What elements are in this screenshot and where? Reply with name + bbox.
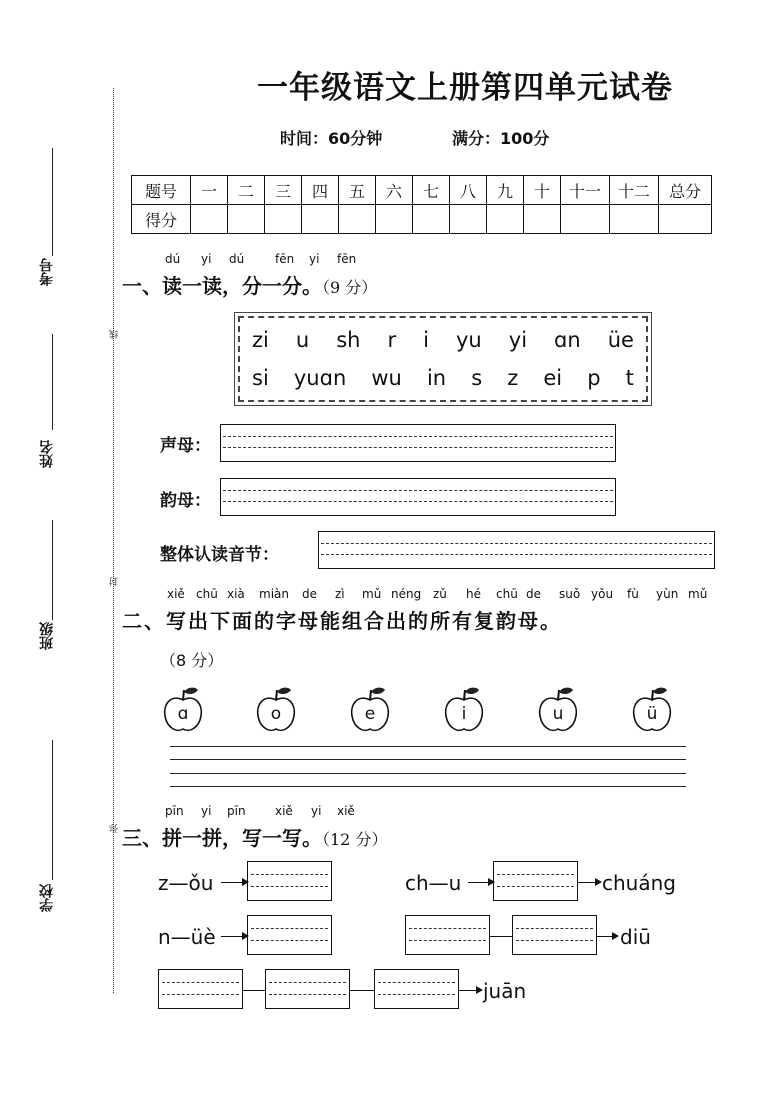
guide-line <box>321 554 712 555</box>
pinyin-syllable: chū <box>496 587 518 601</box>
connector-line <box>243 990 265 991</box>
pinyin-syllable: fù <box>627 587 639 601</box>
section2-points: （8 分） <box>160 651 224 670</box>
pinyin-syllable: miàn <box>259 587 289 601</box>
arrow-icon <box>459 990 481 991</box>
pinyin-syllable: yǒu <box>591 587 614 601</box>
section1-points: （9 分） <box>322 278 378 297</box>
guide-line <box>251 940 328 941</box>
apple-letter: i <box>461 704 467 724</box>
guide-line <box>269 994 346 995</box>
letter-item: yuɑn <box>293 366 347 390</box>
letter-item: wu <box>371 366 402 390</box>
pinyin-syllable: fēn <box>337 252 357 266</box>
letter-item: i <box>423 328 429 352</box>
score-table-header-cell: 十一 <box>561 176 610 205</box>
pinyin-syllable: yi <box>311 804 322 818</box>
score-cell[interactable] <box>376 205 413 234</box>
class-label: 班级 <box>39 622 55 650</box>
answer-line[interactable] <box>170 746 686 747</box>
apple-item <box>442 686 486 734</box>
shengmu-label: 声母： <box>160 436 211 456</box>
apple-letter: e <box>364 704 376 724</box>
guide-line <box>497 874 574 875</box>
letter-box <box>238 316 648 402</box>
section1-heading-text: 一、读一读，分一分。 <box>122 274 322 298</box>
section2-pinyin <box>167 587 727 603</box>
pinyin-syllable: zǔ <box>433 587 447 601</box>
arrow-icon <box>221 936 247 937</box>
score-table-header-cell: 三 <box>265 176 302 205</box>
pinyin-syllable: xiě <box>275 804 293 818</box>
score-cell[interactable] <box>561 205 610 234</box>
section3-heading-text: 三、拼一拼，写一写。 <box>122 826 322 850</box>
letter-row <box>252 328 634 352</box>
score-table-header-cell: 十 <box>524 176 561 205</box>
score-cell[interactable] <box>659 205 712 234</box>
pinyin-syllable: néng <box>391 587 422 601</box>
spell-answer-box[interactable] <box>374 969 459 1009</box>
zhengti-answer-box[interactable] <box>318 531 715 569</box>
guide-line <box>162 994 239 995</box>
letter-item: yu <box>456 328 482 352</box>
letter-item: in <box>426 366 447 390</box>
letter-item: yi <box>508 328 528 352</box>
pinyin-syllable: yùn <box>656 587 679 601</box>
score-table-header-cell: 题号 <box>132 176 191 205</box>
class-field[interactable] <box>52 520 53 620</box>
letter-item: sh <box>336 328 361 352</box>
score-cell[interactable] <box>191 205 228 234</box>
arrow-icon <box>597 936 617 937</box>
score-table-header-cell: 六 <box>376 176 413 205</box>
spell-result-e: juān <box>483 979 527 1003</box>
yunmu-label: 韵母： <box>160 491 211 511</box>
score-cell[interactable] <box>228 205 265 234</box>
pinyin-syllable: chū <box>196 587 218 601</box>
exam-full-score: 满分：100分 <box>452 129 550 148</box>
pinyin-syllable: yi <box>309 252 320 266</box>
connector-line <box>490 936 512 937</box>
score-cell[interactable] <box>265 205 302 234</box>
apple-item <box>536 686 580 734</box>
guide-line <box>321 543 712 544</box>
letter-item: ɑn <box>554 328 581 352</box>
pinyin-syllable: mǔ <box>362 587 382 601</box>
answer-line[interactable] <box>170 759 686 760</box>
section3-heading <box>122 822 387 851</box>
pinyin-syllable: xiě <box>167 587 185 601</box>
answer-line[interactable] <box>170 786 686 787</box>
apple-letter: u <box>552 704 564 724</box>
letter-item: p <box>587 366 601 390</box>
guide-line <box>516 928 593 929</box>
letter-item: üe <box>607 328 634 352</box>
apple-item <box>630 686 674 734</box>
score-cell[interactable] <box>610 205 659 234</box>
score-cell[interactable] <box>487 205 524 234</box>
exam-number-label: 考号 <box>39 258 55 286</box>
name-label: 姓名 <box>39 440 55 468</box>
apple-letter: ü <box>646 704 658 724</box>
apple-letter: o <box>270 704 282 724</box>
arrow-icon <box>221 882 247 883</box>
pinyin-syllable: fēn <box>275 252 295 266</box>
pinyin-syllable: suǒ <box>559 587 581 601</box>
score-table-header-cell: 一 <box>191 176 228 205</box>
connector-line <box>350 990 374 991</box>
score-table-header-cell: 七 <box>413 176 450 205</box>
score-table-header-cell: 八 <box>450 176 487 205</box>
binding-char: 弥 <box>110 824 120 833</box>
pinyin-syllable: pīn <box>165 804 184 818</box>
score-cell[interactable] <box>524 205 561 234</box>
letter-item: z <box>507 366 519 390</box>
shengmu-answer-box[interactable] <box>220 424 616 462</box>
page-title: 一年级语文上册第四单元试卷 <box>257 70 673 106</box>
spell-answer-box[interactable] <box>247 915 332 955</box>
name-field[interactable] <box>52 334 53 430</box>
score-cell[interactable] <box>339 205 376 234</box>
guide-line <box>516 940 593 941</box>
pinyin-syllable: xià <box>227 587 245 601</box>
score-cell[interactable] <box>450 205 487 234</box>
score-table-header-cell: 四 <box>302 176 339 205</box>
pinyin-syllable: zì <box>335 587 345 601</box>
pinyin-syllable: pīn <box>227 804 246 818</box>
section2-heading: 二、写出下面的字母能组合出的所有复韵母。 <box>122 609 562 633</box>
section1-heading <box>122 270 377 299</box>
pinyin-syllable: dú <box>229 252 245 266</box>
letter-item: s <box>471 366 483 390</box>
guide-line <box>378 982 455 983</box>
letter-item: si <box>252 366 269 390</box>
exam-time: 时间：60分钟 <box>280 129 383 148</box>
guide-line <box>409 940 486 941</box>
spell-answer-box[interactable] <box>512 915 597 955</box>
apple-item <box>161 686 205 734</box>
school-label: 学校 <box>39 884 55 912</box>
score-table-header-cell: 总分 <box>659 176 712 205</box>
score-cell[interactable] <box>413 205 450 234</box>
spell-answer-box[interactable] <box>158 969 243 1009</box>
guide-line <box>251 886 328 887</box>
letter-item: zi <box>252 328 269 352</box>
arrow-icon <box>468 882 493 883</box>
guide-line <box>269 982 346 983</box>
pinyin-syllable: mǔ <box>688 587 708 601</box>
spell-answer-box[interactable] <box>265 969 350 1009</box>
pinyin-syllable: hé <box>466 587 481 601</box>
spell-answer-box[interactable] <box>247 861 332 901</box>
pinyin-syllable: de <box>302 587 317 601</box>
exam-number-field[interactable] <box>52 148 53 256</box>
pinyin-syllable: dú <box>165 252 181 266</box>
pinyin-syllable: de <box>526 587 541 601</box>
yunmu-answer-box[interactable] <box>220 478 616 516</box>
spell-result-b: chuáng <box>602 871 676 895</box>
spell-answer-box[interactable] <box>405 915 490 955</box>
guide-line <box>223 490 613 491</box>
binding-char: 线 <box>110 330 120 339</box>
apple-item <box>348 686 392 734</box>
letter-item: ei <box>543 366 563 390</box>
score-table <box>131 175 712 234</box>
spell-answer-box[interactable] <box>493 861 578 901</box>
guide-line <box>223 501 613 502</box>
answer-line[interactable] <box>170 773 686 774</box>
apple-item <box>254 686 298 734</box>
score-cell[interactable] <box>302 205 339 234</box>
spell-item-c: n—üè <box>158 925 216 949</box>
spell-item-a: z—ǒu <box>158 871 214 895</box>
apple-letter: ɑ <box>177 704 189 724</box>
guide-line <box>497 886 574 887</box>
zhengti-label: 整体认读音节： <box>160 545 279 565</box>
pinyin-syllable: yi <box>201 804 212 818</box>
spell-item-b: ch—u <box>405 871 462 895</box>
letter-item: r <box>387 328 397 352</box>
guide-line <box>251 928 328 929</box>
school-field[interactable] <box>52 740 53 880</box>
guide-line <box>223 447 613 448</box>
score-table-header-cell: 九 <box>487 176 524 205</box>
spell-result-d: diū <box>620 925 651 949</box>
letter-row <box>252 366 634 390</box>
arrow-icon <box>578 882 600 883</box>
guide-line <box>409 928 486 929</box>
guide-line <box>223 436 613 437</box>
guide-line <box>378 994 455 995</box>
score-table-header-row <box>132 176 712 205</box>
guide-line <box>162 982 239 983</box>
binding-line <box>113 88 114 993</box>
score-table-header-cell: 二 <box>228 176 265 205</box>
letter-item: u <box>295 328 310 352</box>
letter-item: t <box>625 366 634 390</box>
score-table-score-row <box>132 205 712 234</box>
score-table-header-cell: 十二 <box>610 176 659 205</box>
binding-char: 封 <box>110 577 120 586</box>
score-row-label: 得分 <box>132 205 191 234</box>
pinyin-syllable: yi <box>201 252 212 266</box>
pinyin-syllable: xiě <box>337 804 355 818</box>
section3-points: （12 分） <box>322 830 388 849</box>
guide-line <box>251 874 328 875</box>
score-table-header-cell: 五 <box>339 176 376 205</box>
